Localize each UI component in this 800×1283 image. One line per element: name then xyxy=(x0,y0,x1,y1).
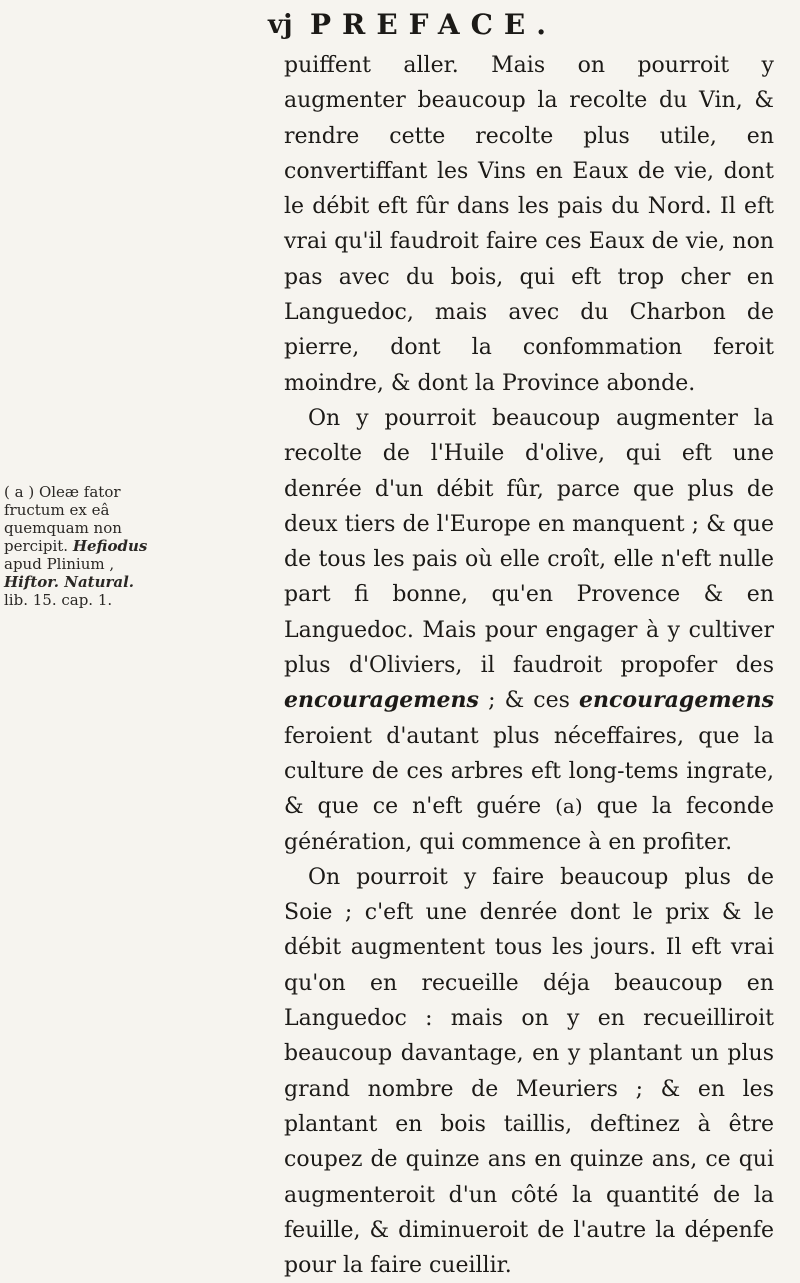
paragraph-wine: puiffent aller. Mais on pourroit y augmenter beaucoup la recolte du Vin, & rendre cette recolte plus utile, en convertiffant les Vins en Eaux de vie, dont le débit eft fûr dans les pais du Nord. Il eft vrai qu'il faudroit faire ces Eaux de vie, non pas avec du bois, qui eft trop cher en Languedoc, mais avec du Charbon de pierre, dont la confommation feroit moindre, & dont la Province abonde. xyxy=(284,53,774,396)
footnote-author: Hefiodus xyxy=(72,537,148,555)
footnote-reference: (a) xyxy=(555,794,583,819)
footnote-line: fructum ex eâ xyxy=(4,501,110,519)
footnote-line xyxy=(4,573,276,591)
main-text xyxy=(284,48,774,1283)
footnote-line xyxy=(4,537,276,555)
page-number: vj xyxy=(268,10,293,40)
paragraph-text: feroient d'autant plus néceffaires, que la culture de ces arbres eft long-tems ingrate, & que ce n'eft guére xyxy=(284,723,774,820)
footnote-line: apud Plinium , xyxy=(4,555,115,573)
emphasis-word: encouragemens xyxy=(579,687,774,714)
running-title: PREFACE. xyxy=(310,8,558,41)
footnote-text: percipit. xyxy=(4,537,69,555)
paragraph-text: que la feconde génération, qui commence à en profiter. xyxy=(284,794,774,855)
paragraph-text: ces xyxy=(533,688,570,714)
marginal-footnote xyxy=(4,483,276,609)
page-header xyxy=(268,6,748,46)
footnote-work-title: Hiftor. Natural. xyxy=(4,573,135,591)
paragraph-text: ; & xyxy=(488,688,525,714)
paragraph-text: On y pourroit beaucoup augmenter la recolte de l'Huile d'olive, qui eft une denrée d'un débit fûr, parce que plus de deux tiers de l'Europe en manquent ; & que de tous les pais où elle croît, elle n'eft nulle part fi bonne, qu'en Provence & en Languedoc. Mais pour engager à y cultiver plus d'Oliviers, il faudroit propofer des xyxy=(284,405,774,679)
footnote-line: ( a ) Oleæ fator xyxy=(4,483,121,501)
footnote-line: lib. 15. cap. 1. xyxy=(4,591,113,609)
emphasis-word: encouragemens xyxy=(284,687,479,714)
paragraph-olive-oil xyxy=(284,401,774,860)
footnote-line: quemquam non xyxy=(4,519,122,537)
paragraph-silk: On pourroit y faire beaucoup plus de Soie ; c'eft une denrée dont le prix & le débit augmentent tous les jours. Il eft vrai qu'on en recueille déja beaucoup en Languedoc : mais on y en recueilliroit beaucoup davantage, en y plantant un plus grand nombre de Meuriers ; & en les plantant en bois taillis, deftinez à être coupez de quinze ans en quinze ans, ce qui augmenteroit d'un côté la quantité de la feuille, & diminueroit de l'autre la dépenfe pour la faire cueillir. xyxy=(284,864,774,1279)
